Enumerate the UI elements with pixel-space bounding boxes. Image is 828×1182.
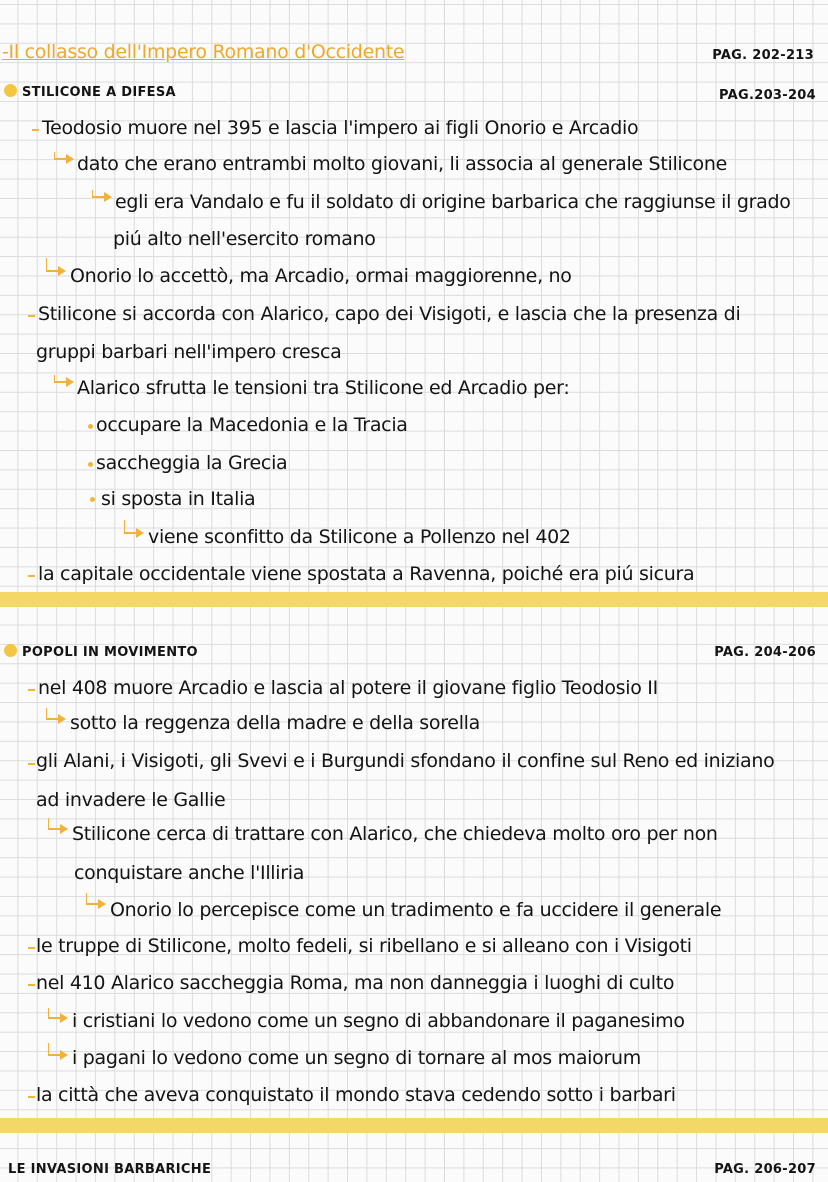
arrow-icon: [46, 258, 68, 278]
dash-marker: [32, 129, 39, 131]
section-heading-stilicone: STILICONE A DIFESA: [22, 85, 176, 100]
note-line: piú alto nell'esercito romano: [113, 228, 376, 250]
note-line: Stilicone si accorda con Alarico, capo dei Visigoti, e lascia che la presenza di: [38, 303, 741, 325]
note-line: la città che aveva conquistato il mondo stava cedendo sotto i barbari: [36, 1084, 676, 1106]
note-line: Teodosio muore nel 395 e lascia l'impero ai figli Onorio e Arcadio: [42, 117, 639, 139]
page-title: -Il collasso dell'Impero Romano d'Occidente: [2, 41, 405, 63]
section-bullet-dot: [4, 84, 17, 97]
arrow-icon: [48, 1043, 70, 1063]
note-line: ad invadere le Gallie: [36, 789, 226, 811]
note-line: dato che erano entrambi molto giovani, li associa al generale Stilicone: [77, 153, 728, 175]
note-line: occupare la Macedonia e la Tracia: [96, 414, 408, 436]
arrow-icon: [92, 190, 114, 210]
note-line: Stilicone cerca di trattare con Alarico, che chiedeva molto oro per non: [72, 823, 718, 845]
note-line: saccheggia la Grecia: [96, 452, 288, 474]
list-bullet: [90, 497, 95, 502]
note-line: sotto la reggenza della madre e della sorella: [70, 712, 480, 734]
note-line: i cristiani lo vedono come un segno di abbandonare il paganesimo: [72, 1010, 685, 1032]
arrow-icon: [54, 375, 76, 395]
note-line: nel 408 muore Arcadio e lascia al potere il giovane figlio Teodosio II: [38, 677, 658, 699]
section-bullet-dot: [4, 644, 17, 657]
section-heading-invasioni: LE INVASIONI BARBARICHE: [8, 1162, 212, 1177]
arrow-icon: [48, 818, 70, 838]
arrow-icon: [124, 520, 146, 540]
dash-marker: [28, 1096, 35, 1098]
dash-marker: [28, 575, 35, 577]
note-line: gli Alani, i Visigoti, gli Svevi e i Burgundi sfondano il confine sul Reno ed iniziano: [36, 750, 775, 772]
dash-marker: [28, 315, 35, 317]
dash-marker: [28, 947, 35, 949]
note-line: conquistare anche l'Illiria: [74, 862, 305, 884]
list-bullet: [88, 424, 93, 429]
note-line: egli era Vandalo e fu il soldato di origine barbarica che raggiunse il grado: [115, 191, 791, 213]
page-range-section1: PAG.203-204: [719, 88, 816, 103]
page-range-section3: PAG. 206-207: [714, 1162, 816, 1177]
section-divider: [0, 592, 828, 607]
page-range-main: PAG. 202-213: [712, 48, 814, 63]
note-line: nel 410 Alarico saccheggia Roma, ma non danneggia i luoghi di culto: [36, 972, 675, 994]
dash-marker: [28, 689, 35, 691]
note-line: si sposta in Italia: [101, 488, 256, 510]
arrow-icon: [54, 152, 76, 172]
section-divider: [0, 1118, 828, 1133]
note-line: i pagani lo vedono come un segno di tornare al mos maiorum: [72, 1047, 641, 1069]
dash-marker: [28, 763, 35, 765]
page-range-section2: PAG. 204-206: [714, 645, 816, 660]
note-line: gruppi barbari nell'impero cresca: [36, 341, 342, 363]
note-line: Onorio lo accettò, ma Arcadio, ormai maggiorenne, no: [70, 265, 572, 287]
arrow-icon: [86, 893, 108, 913]
dash-marker: [28, 984, 35, 986]
note-line: Onorio lo percepisce come un tradimento e fa uccidere il generale: [110, 899, 722, 921]
note-line: Alarico sfrutta le tensioni tra Stilicone ed Arcadio per:: [77, 377, 570, 399]
arrow-icon: [48, 1008, 70, 1028]
note-line: viene sconfitto da Stilicone a Pollenzo nel 402: [148, 526, 571, 548]
section-heading-popoli: POPOLI IN MOVIMENTO: [22, 645, 198, 660]
arrow-icon: [46, 708, 68, 728]
note-line: le truppe di Stilicone, molto fedeli, si ribellano e si alleano con i Visigoti: [36, 935, 692, 957]
list-bullet: [88, 462, 93, 467]
note-line: la capitale occidentale viene spostata a Ravenna, poiché era piú sicura: [38, 563, 695, 585]
